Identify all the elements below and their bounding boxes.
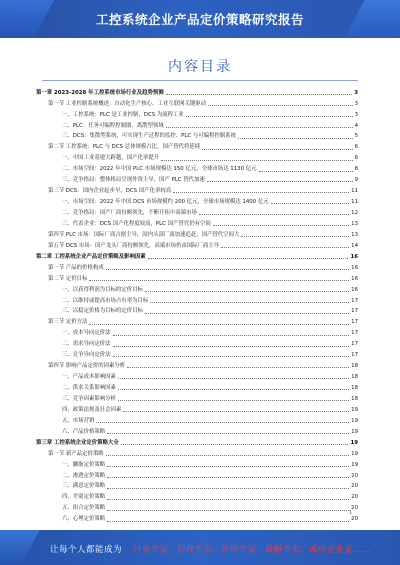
toc-entry-text: 第四节 影响产品定价的因素分析 [48,363,126,370]
toc-entry-text: 四、政策法规及社会因素 [62,406,122,413]
toc-entry[interactable] [36,490,358,501]
toc-leader-dots [113,345,350,347]
toc-page-number: 3 [354,111,358,118]
toc-entry-text: 第三章 工控系统企业定价策略大全 [36,439,119,446]
toc-page-number: 3 [354,100,358,107]
toc-entry-text: 一、产品成本影响因素 [62,374,116,381]
toc-entry[interactable] [36,271,358,282]
toc-entry-text: 三、竞争导向定价法 [62,352,111,359]
toc-leader-dots [118,399,349,401]
toc-page-number: 19 [351,461,358,468]
toc-entry[interactable] [36,216,358,227]
toc-entry[interactable] [36,369,358,380]
toc-page-number: 20 [351,483,358,490]
toc-entry-text: 第四节 PLC 市场：国际厂商占据主导，国内头部厂商加速追赶，国产替代空间大 [48,231,240,238]
toc-entry-text: 四、差别定价策略 [62,494,106,501]
toc-leader-dots [96,421,349,423]
toc-page-number: 17 [351,330,358,337]
toc-heading: 内容目录 [168,59,232,75]
toc-entry-text: 三、DCS：集散型系统，可实现生产过程的监控、PLC 与可编程控制系统 [62,133,237,140]
toc-entry-text: 第一节 产品的价格构成 [48,264,104,271]
toc-leader-dots [113,334,350,336]
toc-page-number: 3 [354,89,358,96]
toc-entry[interactable] [36,162,358,173]
toc-page-number: 6 [354,155,358,162]
toc-entry[interactable] [36,457,358,468]
toc-page-number: 19 [350,439,358,446]
toc-leader-dots [121,443,349,445]
toc-chapter-entry[interactable] [36,85,358,96]
toc-entry-text: 第一章 2023-2028 年工控系统市场行业及趋势预测 [36,89,164,96]
toc-page-number: 17 [351,297,358,304]
toc-leader-dots [118,377,349,379]
toc-page-number: 20 [351,505,358,512]
toc-leader-dots [89,279,349,281]
toc-entry[interactable] [36,512,358,523]
toc-entry[interactable] [36,479,358,490]
page-number: 1 [348,510,352,516]
toc-entry-text: 二、供求关系影响因素 [62,385,116,392]
toc-page-number: 17 [351,319,358,326]
toc-leader-dots [213,224,349,226]
toc-page-number: 17 [351,341,358,348]
toc-entry[interactable] [36,173,358,184]
toc-leader-dots [113,355,350,357]
toc-page-number: 11 [351,199,358,206]
toc-leader-dots [107,498,349,500]
toc-page-number: 16 [351,264,358,271]
toc-entry[interactable] [36,96,358,107]
toc-entry-text: 第二章 工控系统企业产品定价策略及影响因素 [36,253,146,260]
toc-entry[interactable] [36,205,358,216]
toc-entry[interactable] [36,282,358,293]
toc-chapter-entry[interactable] [36,435,358,446]
toc-entry-text: 二、市场空间：2022 年中国 PLC 市场规模达 150 亿元，全球市场达 1130 亿元 [62,166,257,173]
toc-leader-dots [148,257,349,259]
toc-page-number: 6 [354,144,358,151]
toc-page-number: 4 [354,122,358,129]
toc-page-number: 16 [351,275,358,282]
toc-page-number: 20 [351,494,358,501]
toc-entry-text: 三、竞争因素影响分析 [62,395,116,402]
toc-leader-dots [145,290,349,292]
toc-leader-dots [166,93,353,95]
toc-entry[interactable] [36,107,358,118]
toc-entry-text: 五、组合定价策略 [62,505,106,512]
toc-page-number: 17 [351,352,358,359]
toc-page-number: 13 [351,220,358,227]
header-banner [0,0,400,38]
toc-leader-dots [107,509,349,511]
toc-page-number: 16 [351,286,358,293]
toc-entry-text: 二、渗透定价策略 [62,472,106,479]
toc-entry[interactable] [36,304,358,315]
toc-entry[interactable] [36,326,358,337]
toc-entry[interactable] [36,227,358,238]
toc-page-number: 18 [351,374,358,381]
toc-entry[interactable] [36,140,358,151]
toc-entry-text: 第三节 定价方法 [48,319,88,326]
footer-slogan: 让每个人都能成为 [50,545,123,555]
toc-entry[interactable] [36,260,358,271]
toc-leader-dots [173,191,349,193]
toc-page-number: 14 [351,242,358,249]
toc-page-number: 19 [351,428,358,435]
toc-leader-dots [221,246,349,248]
toc-entry[interactable] [36,501,358,512]
toc-entry[interactable] [36,391,358,402]
toc-entry-text: 第二节 工控系统：PLC 与 DCS 总体规模占比，国产替代将延续 [48,144,201,151]
toc-entry[interactable] [36,424,358,435]
toc-entry-text: 三、满意定价策略 [62,483,106,490]
toc-entry-text: 第二节 定价目标 [48,275,88,282]
toc-entry[interactable] [36,358,358,369]
toc-leader-dots [150,301,349,303]
footer-banner [0,530,400,565]
toc-entry-text: 二、需求导向定价法 [62,341,111,348]
toc-leader-dots [106,454,350,456]
toc-entry[interactable] [36,468,358,479]
toc-entry-text: 二、竞争格局：国产厂商份额领先，不断开拓中高端市场 [62,210,197,217]
toc-page-number: 9 [354,177,358,184]
toc-page-number: 20 [351,516,358,523]
toc-leader-dots [186,115,353,117]
toc-heading-divider [42,80,358,81]
toc-entry[interactable] [36,151,358,162]
toc-leader-dots [107,465,349,467]
toc-entry[interactable] [36,315,358,326]
toc-leader-dots [145,312,349,314]
toc-page-number: 20 [351,472,358,479]
toc-entry-text: 六、心理定价策略 [62,516,106,523]
toc-leader-dots [107,432,349,434]
table-of-contents [36,85,358,523]
toc-leader-dots [123,410,349,412]
toc-entry-text: 五、市场营销 [62,417,95,424]
toc-chapter-entry[interactable] [36,249,358,260]
toc-entry-text: 第一节 工业控制系统概述：自动化生产核心，工业互联网关键驱动 [48,100,207,107]
toc-leader-dots [241,235,349,237]
toc-page-number: 16 [350,253,358,260]
toc-leader-dots [202,148,352,150]
toc-leader-dots [166,126,353,128]
toc-entry[interactable] [36,380,358,391]
toc-page-number: 19 [351,406,358,413]
toc-entry-text: 一、成本导向定价法 [62,330,111,337]
toc-leader-dots [161,159,353,161]
toc-entry-text: 第一节 新产品定价策略 [48,450,104,457]
toc-entry[interactable] [36,446,358,457]
toc-entry-text: 二、PLC：任务可编程控制器，离散型领域 [62,122,164,129]
toc-entry[interactable] [36,118,358,129]
toc-entry-text: 六、产品价格策略 [62,428,106,435]
toc-entry-text: 二、以维持或提高市场占有率为目标 [62,297,149,304]
toc-entry[interactable] [36,129,358,140]
toc-entry[interactable] [36,402,358,413]
toc-leader-dots [127,366,349,368]
toc-entry-text: 第五节 DCS 市场：国产龙头厂商份额领先，高端市场仍由国际厂商主导 [48,242,220,249]
toc-leader-dots [106,268,350,270]
toc-page-number: 18 [351,385,358,392]
report-title: 工控系统企业产品定价策略研究报告 [95,12,304,27]
toc-entry-text: 三、代表企业：DCS 国产化程度较高，PLC 国产替代仍有空间 [62,220,211,227]
toc-page-number: 19 [351,417,358,424]
toc-entry-text: 一、中国工业基建大跨越，国产化率提升 [62,155,160,162]
toc-page-number: 11 [351,188,358,195]
toc-leader-dots [238,137,353,139]
toc-entry-text: 第三节 DCS：国内企业起步早，DCS 国产化率较高 [48,188,172,195]
toc-entry[interactable] [36,413,358,424]
toc-leader-dots [199,213,349,215]
toc-entry[interactable] [36,183,358,194]
toc-leader-dots [107,487,349,489]
toc-entry[interactable] [36,293,358,304]
toc-entry-text: 一、工控系统：PLC 是工业控制，DCS 为流程工业 [62,111,184,118]
toc-entry-text: 三、竞争格局：整体格局呈现外资主导，国产 PLC 替代加速 [62,177,205,184]
toc-entry[interactable] [36,337,358,348]
toc-leader-dots [107,520,349,522]
toc-page-number: 18 [351,395,358,402]
toc-leader-dots [107,476,349,478]
toc-page-number: 12 [351,210,358,217]
toc-page-number: 5 [354,133,358,140]
toc-leader-dots [259,170,353,172]
toc-leader-dots [118,388,349,390]
footer-decoration [0,530,43,565]
toc-leader-dots [208,104,353,106]
toc-entry[interactable] [36,238,358,249]
toc-page-number: 19 [351,450,358,457]
footer-slogan-highlight: 行业专家、管理专家、营销专家、战略专家、成功企业家…… [133,545,371,555]
toc-leader-dots [207,180,353,182]
toc-page-number: 8 [354,166,358,173]
toc-page-number: 17 [351,308,358,315]
toc-entry-text: 一、撇脂定价策略 [62,461,106,468]
toc-leader-dots [271,202,350,204]
toc-entry-text: 一、以获得利润为目标的定价目标 [62,286,143,293]
toc-entry[interactable] [36,194,358,205]
toc-page-number: 13 [351,231,358,238]
toc-entry-text: 一、市场空间：2022 年中国 DCS 市场规模约 200 亿元，全球市场规模达 1400 亿元 [62,199,269,206]
toc-entry[interactable] [36,348,358,359]
toc-leader-dots [89,323,349,325]
toc-page-number: 18 [351,363,358,370]
toc-entry-text: 三、以稳定价格为目标的定价目标 [62,308,143,315]
